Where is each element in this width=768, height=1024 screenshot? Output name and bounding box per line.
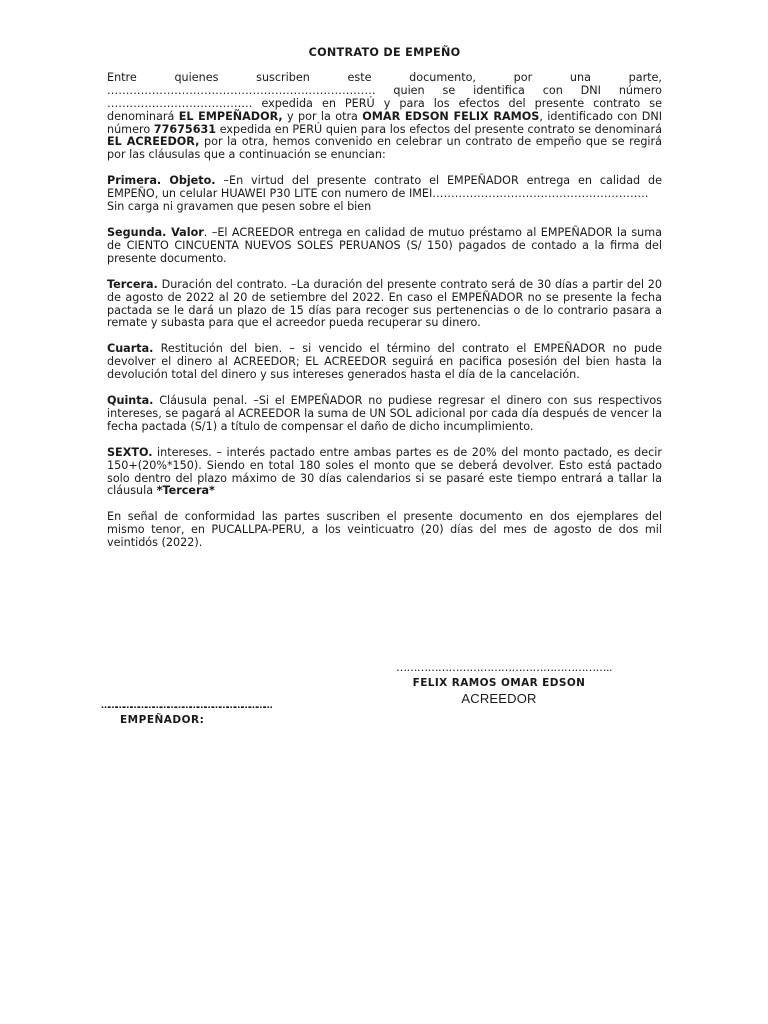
- clause-heading: Primera. Objeto.: [107, 174, 216, 188]
- clause-heading: Cuarta.: [107, 342, 154, 356]
- empenador-signature-block: [101, 701, 272, 726]
- acreedor-signatory-name: FELIX RAMOS OMAR EDSON: [412, 677, 586, 689]
- clause-text: Cláusula penal. –Si el EMPEÑADOR no pudiese regresar el dinero con sus respectivos intereses, se pagará al ACREEDOR la suma de UN SOL adicional por cada día después de vencer la fecha pactada (S/1) a título de compensar el daño de dicho incumplimiento.: [107, 394, 662, 433]
- document-title: CONTRATO DE EMPEÑO: [308, 46, 461, 59]
- acreedor-term: EL ACREEDOR,: [107, 135, 200, 149]
- contract-document: [107, 47, 662, 563]
- empenador-term: EL EMPEÑADOR,: [178, 109, 283, 123]
- clause-primera: [107, 175, 662, 214]
- clause-text: Duración del contrato. –La duración del presente contrato será de 30 días a partir del 20 de agosto de 2022 al 20 de setiembre del 2022. En caso el EMPEÑADOR no se presente la fecha pactada se le dará un plazo de 15 días para recoger sus pertenencias o de lo contrario pasara a remate y subasta para que el acreedor pueda recuperar su dinero.: [107, 277, 662, 330]
- clause-heading: Segunda. Valor: [107, 225, 204, 239]
- clause-quinta: [107, 395, 662, 434]
- intro-text-1: Entre quienes suscriben este documento, por una parte, ……………………………………………………………… quien se identifica con DNI número ………………………………… expedida en PERÚ y para los efectos del presente contrato se denominará: [107, 70, 662, 123]
- intro-text-3: , identificado con DNI número: [107, 109, 662, 136]
- clause-text: Restitución del bien. – si vencido el término del contrato el EMPEÑADOR no pude devolver el dinero al ACREEDOR; EL ACREEDOR seguirá en pacifica posesión del bien hasta la devolución total del dinero y sus intereses generados hasta el día de la cancelación.: [107, 342, 662, 382]
- intro-text-4: expedida en PERÚ quien para los efectos del presente contrato se denominará: [216, 122, 662, 136]
- clause-heading: Quinta.: [107, 394, 154, 408]
- clause-cuarta: [107, 343, 662, 382]
- acreedor-role-label: ACREEDOR: [461, 691, 537, 706]
- intro-paragraph: [107, 72, 662, 162]
- clause-heading: SEXTO.: [107, 445, 153, 459]
- clause-text: intereses. – interés pactado entre ambas partes es de 20% del monto pactado, es decir 150+(20%*150). Siendo en total 180 soles el monto que se deberá devolver. Esto está pactado solo dentro del plazo máximo de 30 días calendarios si se pasaré este tiempo entrará a tallar la cláusula: [107, 445, 662, 498]
- clause-segunda: [107, 227, 662, 266]
- acreedor-dni: 77675631: [153, 122, 217, 136]
- clause-text: . –El ACREEDOR entrega en calidad de mutuo préstamo al EMPEÑADOR la suma de CIENTO CINCUENTA NUEVOS SOLES PERUANOS (S/ 150) pagados de contado a la firma del presente documento.: [107, 225, 663, 265]
- empenador-role-label: EMPEÑADOR:: [120, 714, 205, 726]
- intro-text-5: por la otra, hemos convenido en celebrar un contrato de empeño que se regirá por las cláusulas que a continuación se enuncian:: [107, 135, 662, 162]
- signature-line: ……………………………………………………………: [101, 701, 272, 711]
- acreedor-name: OMAR EDSON FELIX RAMOS: [362, 109, 540, 123]
- closing-paragraph: En señal de conformidad las partes suscriben el presente documento en dos ejemplares del mismo tenor, en PUCALLPA-PERU, a los veinticuatro (20) días del mes de agosto de dos mil veintidós (2022).: [107, 510, 662, 550]
- clause-text: –En virtud del presente contrato el EMPEÑADOR entrega en calidad de EMPEÑO, un celular HUAWEI P30 LITE con numero de IMEI………………………………………………….: [107, 174, 663, 201]
- signature-line: ……………………………………………………..: [396, 661, 612, 674]
- clause-sexto: [107, 447, 662, 499]
- clause-tercera: [107, 279, 662, 331]
- clause-reference: *Tercera*: [156, 484, 215, 498]
- acreedor-signature-block: [396, 661, 612, 706]
- intro-text-2: y por la otra: [282, 109, 363, 123]
- clause-text-line2: Sin carga ni gravamen que pesen sobre el bien: [107, 200, 372, 214]
- clause-heading: Tercera.: [107, 277, 158, 291]
